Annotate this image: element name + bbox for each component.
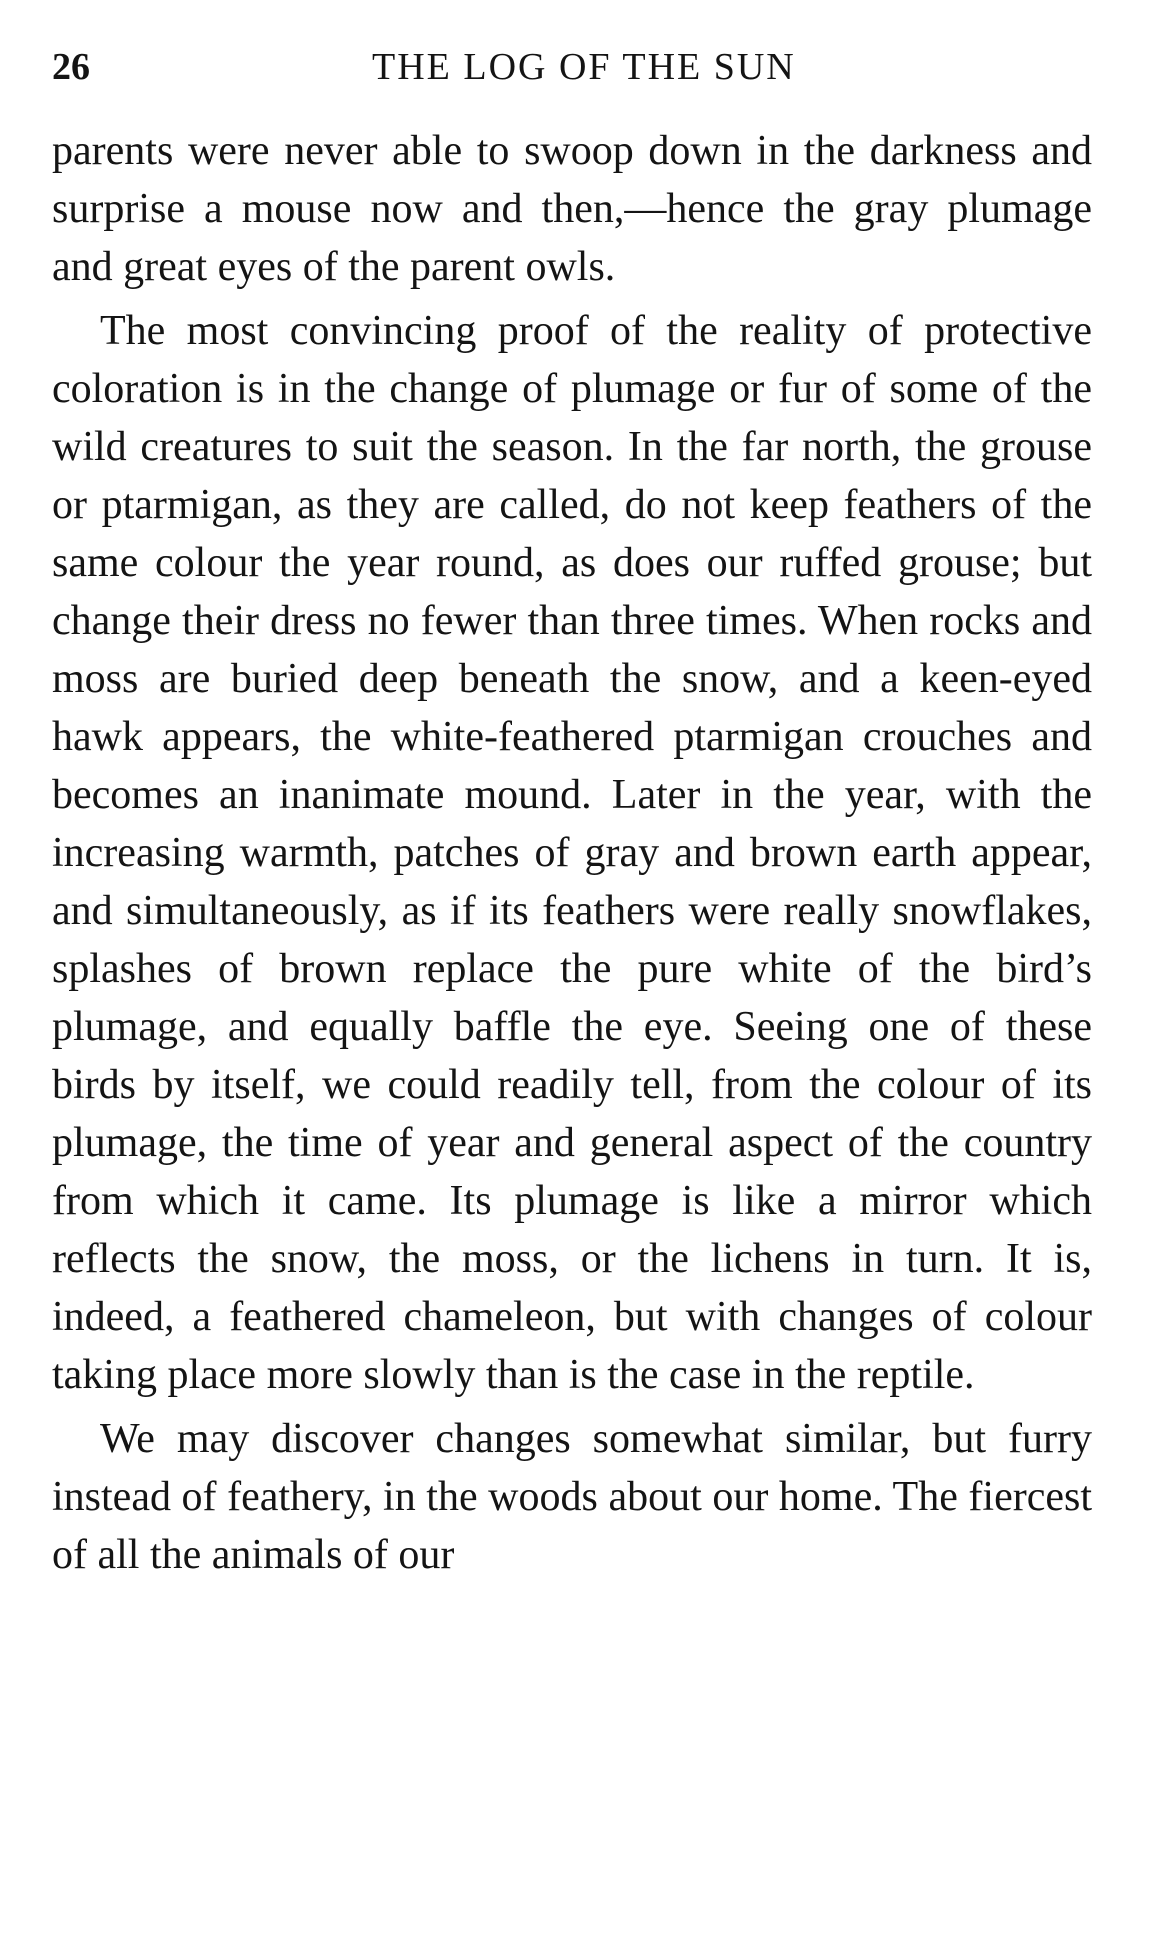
running-head — [52, 40, 1094, 94]
paragraph: The most convincing proof of the reality of protective coloration is in the change of plumage or fur of some of the wild creatures to suit the season. In the far north, the grouse or ptarmigan, as they are called, do not keep feathers of the same colour the year round, as does our ruffed grouse; but change their dress no fewer than three times. When rocks and moss are buried deep beneath the snow, and a keen-eyed hawk appears, the white-feathered ptarmigan crouches and becomes an inanimate mound. Later in the year, with the increasing warmth, patches of gray and brown earth appear, and simultaneously, as if its feathers were really snowflakes, splashes of brown replace the pure white of the bird’s plumage, and equally baffle the eye. Seeing one of these birds by itself, we could readily tell, from the colour of its plumage, the time of year and general aspect of the country from which it came. Its plumage is like a mirror which reflects the snow, the moss, or the lichens in turn. It is, indeed, a feathered chameleon, but with changes of colour taking place more slowly than is the case in the reptile. — [52, 308, 1092, 1398]
page-number: 26 — [52, 46, 90, 88]
paragraph: We may discover changes somewhat similar, but furry instead of feathery, in the woods about our home. The fiercest of all the animals of our — [52, 1416, 1092, 1578]
running-title: THE LOG OF THE SUN — [372, 46, 796, 88]
body-text — [52, 122, 1092, 1584]
paragraph-continued: parents were never able to swoop down in the darkness and surprise a mouse now and then,—hence the gray plumage and great eyes of the parent owls. — [52, 128, 1092, 290]
